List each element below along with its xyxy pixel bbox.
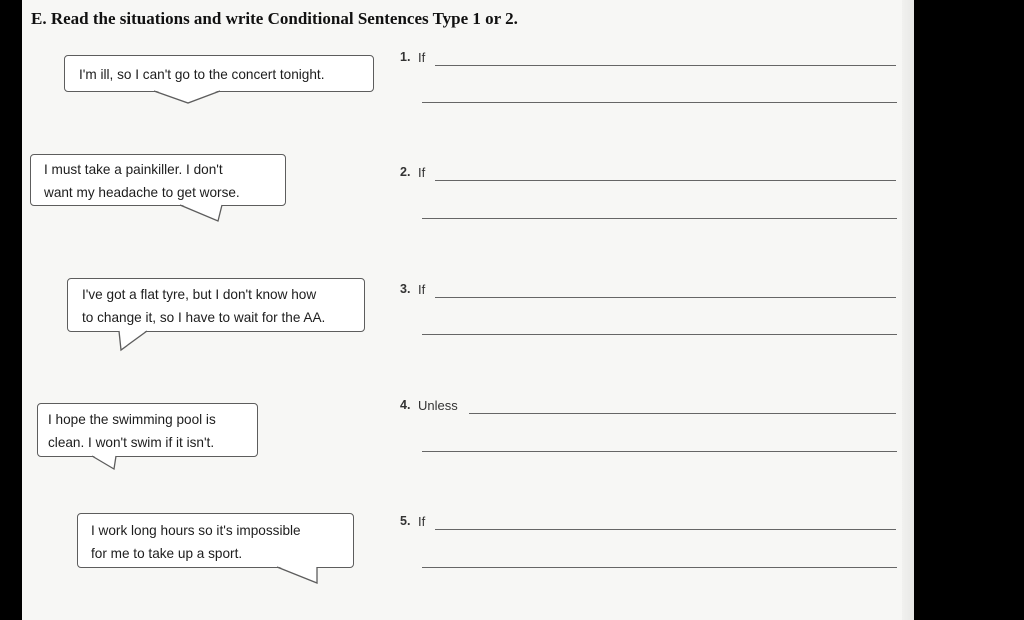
situation-text-5-line-1: I work long hours so it's impossible (91, 523, 301, 538)
answer-line-2b[interactable] (422, 218, 897, 219)
answer-line-4a[interactable] (469, 413, 896, 414)
speech-bubble-3 (67, 278, 365, 332)
answer-number-2: 2. (400, 165, 411, 179)
worksheet-page (22, 0, 902, 620)
bubble-tail-2 (180, 204, 240, 226)
answer-lead-4: Unless (418, 398, 458, 413)
bubble-tail-3 (119, 330, 159, 354)
speech-bubble-1 (64, 55, 374, 92)
answer-number-1: 1. (400, 50, 411, 64)
answer-line-3b[interactable] (422, 334, 897, 335)
speech-bubble-4 (37, 403, 258, 457)
answer-line-1b[interactable] (422, 102, 897, 103)
answer-line-2a[interactable] (435, 180, 896, 181)
answer-lead-2: If (418, 165, 426, 180)
situation-text-2-line-2: want my headache to get worse. (44, 185, 240, 200)
answer-line-5a[interactable] (435, 529, 896, 530)
answer-line-3a[interactable] (435, 297, 896, 298)
situation-text-3-line-1: I've got a flat tyre, but I don't know how (82, 287, 317, 302)
speech-bubble-5 (77, 513, 354, 568)
answer-lead-5: If (418, 514, 426, 529)
answer-line-1a[interactable] (435, 65, 896, 66)
situation-text-4-line-2: clean. I won't swim if it isn't. (48, 435, 215, 450)
bubble-tail-1 (154, 90, 234, 106)
answer-line-4b[interactable] (422, 451, 897, 452)
bubble-tail-5 (277, 566, 327, 588)
situation-text-3-line-2: to change it, so I have to wait for the AA. (82, 310, 326, 325)
situation-text-2-line-1: I must take a painkiller. I don't (44, 162, 223, 177)
answer-number-3: 3. (400, 282, 411, 296)
situation-text-1: I'm ill, so I can't go to the concert tonight. (79, 67, 325, 82)
bubble-tail-4 (92, 455, 132, 473)
answer-lead-3: If (418, 282, 426, 297)
situation-text-4-line-1: I hope the swimming pool is (48, 412, 216, 427)
answer-number-5: 5. (400, 514, 411, 528)
exercise-title: E. Read the situations and write Conditional Sentences Type 1 or 2. (31, 9, 518, 28)
situation-text-5-line-2: for me to take up a sport. (91, 546, 243, 561)
speech-bubble-2 (30, 154, 286, 206)
answer-lead-1: If (418, 50, 426, 65)
answer-line-5b[interactable] (422, 567, 897, 568)
answer-number-4: 4. (400, 398, 411, 412)
